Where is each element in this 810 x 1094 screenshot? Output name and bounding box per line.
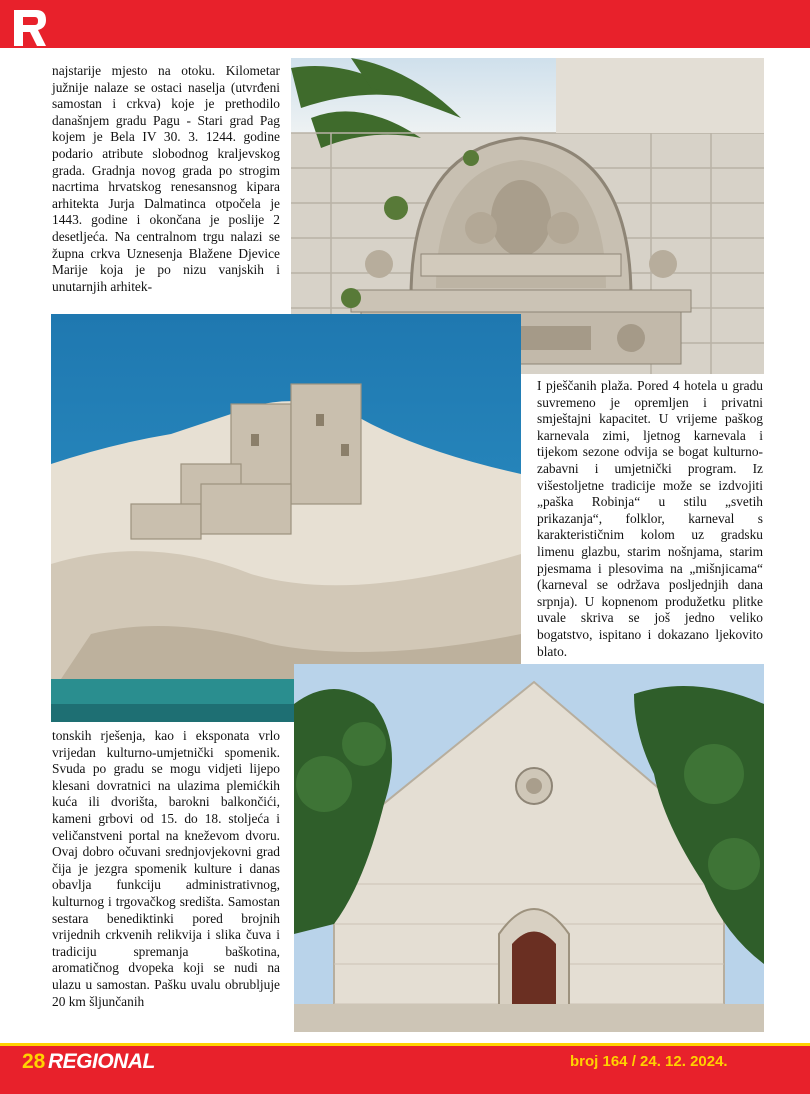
- article-text-col1-bottom: tonskih rješenja, kao i eksponata vrlo vrijedan kulturno-umjetnički spomenik. Svuda po gradu se mogu vidjeti lijepo klesani dovratnici na ulazima plemićkih kuća ili dvorišta, barokni balkončići, kameni grbovi od 15. do 18. stoljeća i veličanstveni portal na kneževom dvoru. Ovaj dobro očuvani srednjovjekovni grad čija je jezgra spomenik kulture i danas obavlja funkciju administrativnog, kulturnog i trgovačkog središta. Samostan sestara benediktinki pored brojnih vrijednih crkvenih relikvija i slika čuva i tradiciju spremanja baškotina, aromatičnog dvopeka koji se nudi na ulazu u samostan. Pašku uvalu obrubljuje 20 km šljunčanih: [52, 728, 280, 1009]
- magazine-brand: REGIONAL: [48, 1050, 155, 1073]
- island-fortress-ruins-photo: [51, 314, 521, 722]
- church-facade-photo: [294, 664, 764, 1032]
- footer-accent-line: [0, 1043, 810, 1046]
- page-number: 28: [22, 1050, 46, 1073]
- regional-r-logo-icon: [10, 6, 50, 50]
- header-bar: [0, 0, 810, 48]
- article-text-col2-middle: I pješčanih plaža. Pored 4 hotela u gradu suvremeno je opremljen i privatni smještajni kapacitet. U vrijeme paškog karnevala zimi, ljetnog karnevala i tijekom sezone odvija se bogat kulturno-zabavni i umjetnički program. Iz višestoljetne tradicije može se izdvojiti „paška Robinja“ u stilu „svetih prikazanja“, folklor, karneval s karakterističnim kolom uz gradsku limenu glazbu, starim nošnjama, starim pjesmama i plesovima na „mišnjicama“ (karneval se održava posljednjih dana srpnja). U kopnenom produžetku plitke uvale skriva se još jedno veliko bogatstvo, ispitano i dokazano ljekovito blato.: [537, 378, 763, 659]
- article-text-col1-top: najstarije mjesto na otoku. Kilometar južnije nalaze se ostaci naselja (utvrđeni samostan i crkva) koje je prethodilo današnjem gradu Pagu - Stari grad Pag kojem je Bela IV 30. 3. 1244. godine podario atribute slobodnog kraljevskog grada. Gradnja novog grada po strogim nacrtima hrvatskog renesansnog kipara arhitekta Jurja Dalmatinca otpočela je 1443. godine i okončana je poslije 2 desetljeća. Na centralnom trgu nalazi se župna crkva Uznesenja Blažene Djevice Marije koja je po nizu vanjskih i unutarnjih arhitek-: [52, 63, 280, 294]
- issue-info: broj 164 / 24. 12. 2024.: [570, 1053, 728, 1070]
